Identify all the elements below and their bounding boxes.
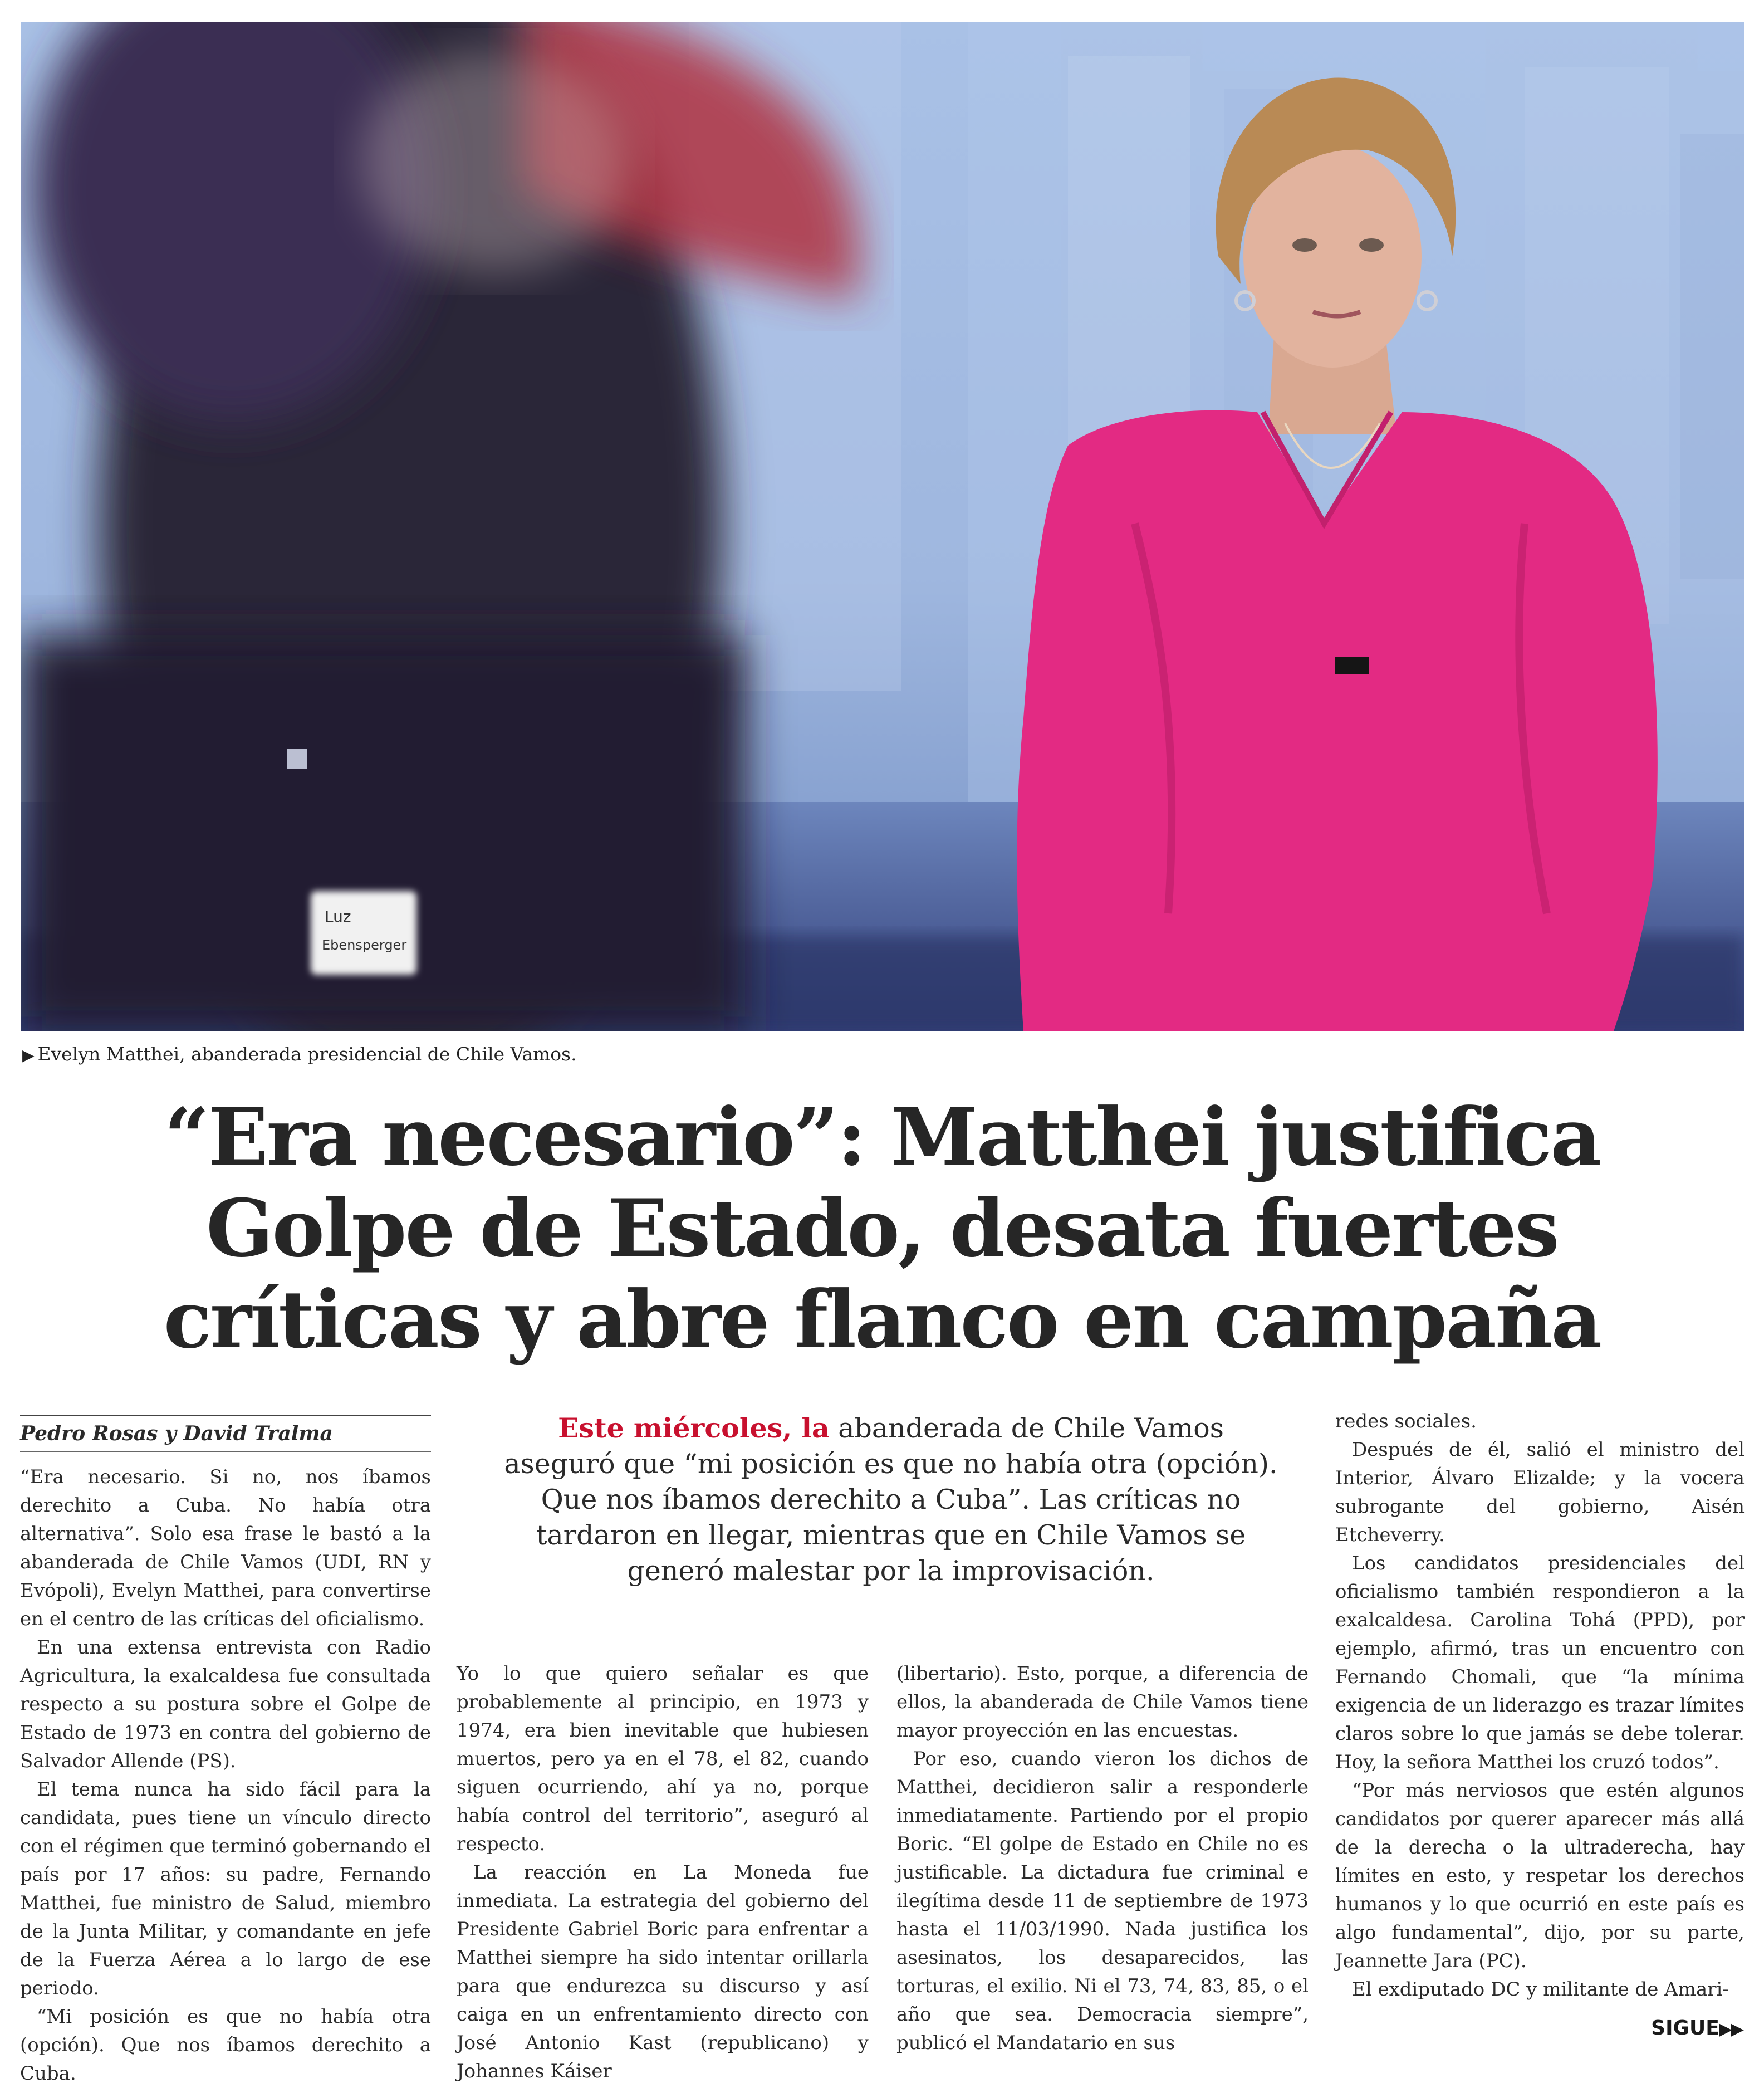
lede-text: abanderada de Chile Vamos aseguró que “mi posición es que no había otra (opción). Que nos íbamos derechito a Cuba”. Las críticas no tardaron en llegar, mientras que en Chile Vamos se generó malestar por la improvisación.: [504, 1412, 1278, 1587]
article-column-4: [1335, 1407, 1745, 2004]
byline-rule: [20, 1415, 431, 1416]
byline: Pedro Rosas y David Tralma: [20, 1420, 431, 1452]
headline-line-2: Golpe de Estado, desata fuertes: [206, 1182, 1558, 1275]
photo-evelyn-matthei: [21, 22, 1744, 1031]
photo-illustration: [21, 22, 1744, 1031]
headline: [84, 1092, 1680, 1366]
continue-label: SIGUE: [1651, 2017, 1719, 2040]
svg-text:Ebensperger: Ebensperger: [322, 937, 407, 953]
lede-lead-in: Este miércoles, la: [558, 1412, 830, 1444]
paragraph: “Era necesario. Si no, nos íbamos derechito a Cuba. No había otra alternativa”. Solo esa frase le bastó a la abanderada de Chile Vamos (UDI, RN y Evópoli), Evelyn Matthei, para convertirse en el centro de las críticas del oficialismo.: [20, 1466, 431, 1630]
headline-line-1: “Era necesario”: Matthei justifica: [164, 1091, 1600, 1184]
paragraph: “Mi posición es que no había otra (opción). Que nos íbamos derechito a Cuba.: [20, 2006, 431, 2085]
paragraph: Yo lo que quiero señalar es que probablemente al principio, en 1973 y 1974, era bien inevitable que hubiesen muertos, pero ya en el 78, el 82, cuando siguen ocurriendo, ahí ya no, porque había control del territorio”, aseguró al respecto.: [457, 1662, 869, 1855]
continue-marker: [1631, 2016, 1743, 2042]
paragraph: Por eso, cuando vieron los dichos de Matthei, decidieron salir a responderle inmediatamente. Partiendo por el propio Boric. “El golpe de Estado en Chile no es justificable. La dictadura fue criminal e ilegítima desde 11 de septiembre de 1973 hasta el 11/03/1990. Nada justifica los asesinatos, los desaparecidos, las torturas, el exilio. Ni el 73, 74, 83, 85, o el año que sea. Democracia siempre”, publicó el Mandatario en sus: [896, 1748, 1309, 2054]
article-column-1: [20, 1463, 431, 2088]
headline-line-3: críticas y abre flanco en campaña: [163, 1274, 1601, 1366]
paragraph: Los candidatos presidenciales del oficialismo también respondieron a la exalcaldesa. Carolina Tohá (PPD), por ejemplo, afirmó, tras un encuentro con Fernando Chomali, que “la mínima exigencia de un liderazgo es trazar límites claros sobre lo que jamás se debe tolerar. Hoy, la señora Matthei los cruzó todos”.: [1335, 1552, 1745, 1773]
paragraph: Después de él, salió el ministro del Interior, Álvaro Elizalde; y la vocera subrogante del gobierno, Aisén Etcheverry.: [1335, 1439, 1745, 1546]
paragraph: “Por más nerviosos que estén algunos candidatos por querer aparecer más allá de la derecha o la ultraderecha, hay límites en esto, y respetar los derechos humanos y lo que ocurrió en este país es algo fundamental”, dijo, por su parte, Jeannette Jara (PC).: [1335, 1779, 1745, 1972]
paragraph: La reacción en La Moneda fue inmediata. La estrategia del gobierno del Presidente Gabriel Boric para enfrentar a Matthei siempre ha sido intentar orillarla para que endurezca su discurso y así caiga en un enfrentamiento directo con José Antonio Kast (republicano) y Johannes Káiser: [457, 1861, 869, 2082]
paragraph: El exdiputado DC y militante de Amari-: [1352, 1978, 1729, 2001]
paragraph: redes sociales.: [1335, 1410, 1477, 1432]
photo-caption: [22, 1043, 857, 1067]
caption-play-icon: ▶: [22, 1046, 35, 1064]
svg-text:Luz: Luz: [325, 907, 351, 926]
article-column-2: [457, 1660, 869, 2086]
article-column-3: [896, 1660, 1309, 2057]
caption-text: Evelyn Matthei, abanderada presidencial de Chile Vamos.: [37, 1043, 577, 1065]
lede: [501, 1410, 1281, 1589]
continue-arrows-icon: ▶▶: [1719, 2019, 1743, 2039]
paragraph: El tema nunca ha sido fácil para la candidata, pues tiene un vínculo directo con el régimen que terminó gobernando el país por 17 años: su padre, Fernando Matthei, fue ministro de Salud, miembro de la Junta Militar, y comandante en jefe de la Fuerza Aérea a lo largo de ese periodo.: [20, 1778, 431, 1999]
paragraph: (libertario). Esto, porque, a diferencia de ellos, la abanderada de Chile Vamos tiene mayor proyección en las encuestas.: [896, 1662, 1309, 1742]
paragraph: En una extensa entrevista con Radio Agricultura, la exalcaldesa fue consultada respecto a su postura sobre el Golpe de Estado de 1973 en contra del gobierno de Salvador Allende (PS).: [20, 1636, 431, 1772]
